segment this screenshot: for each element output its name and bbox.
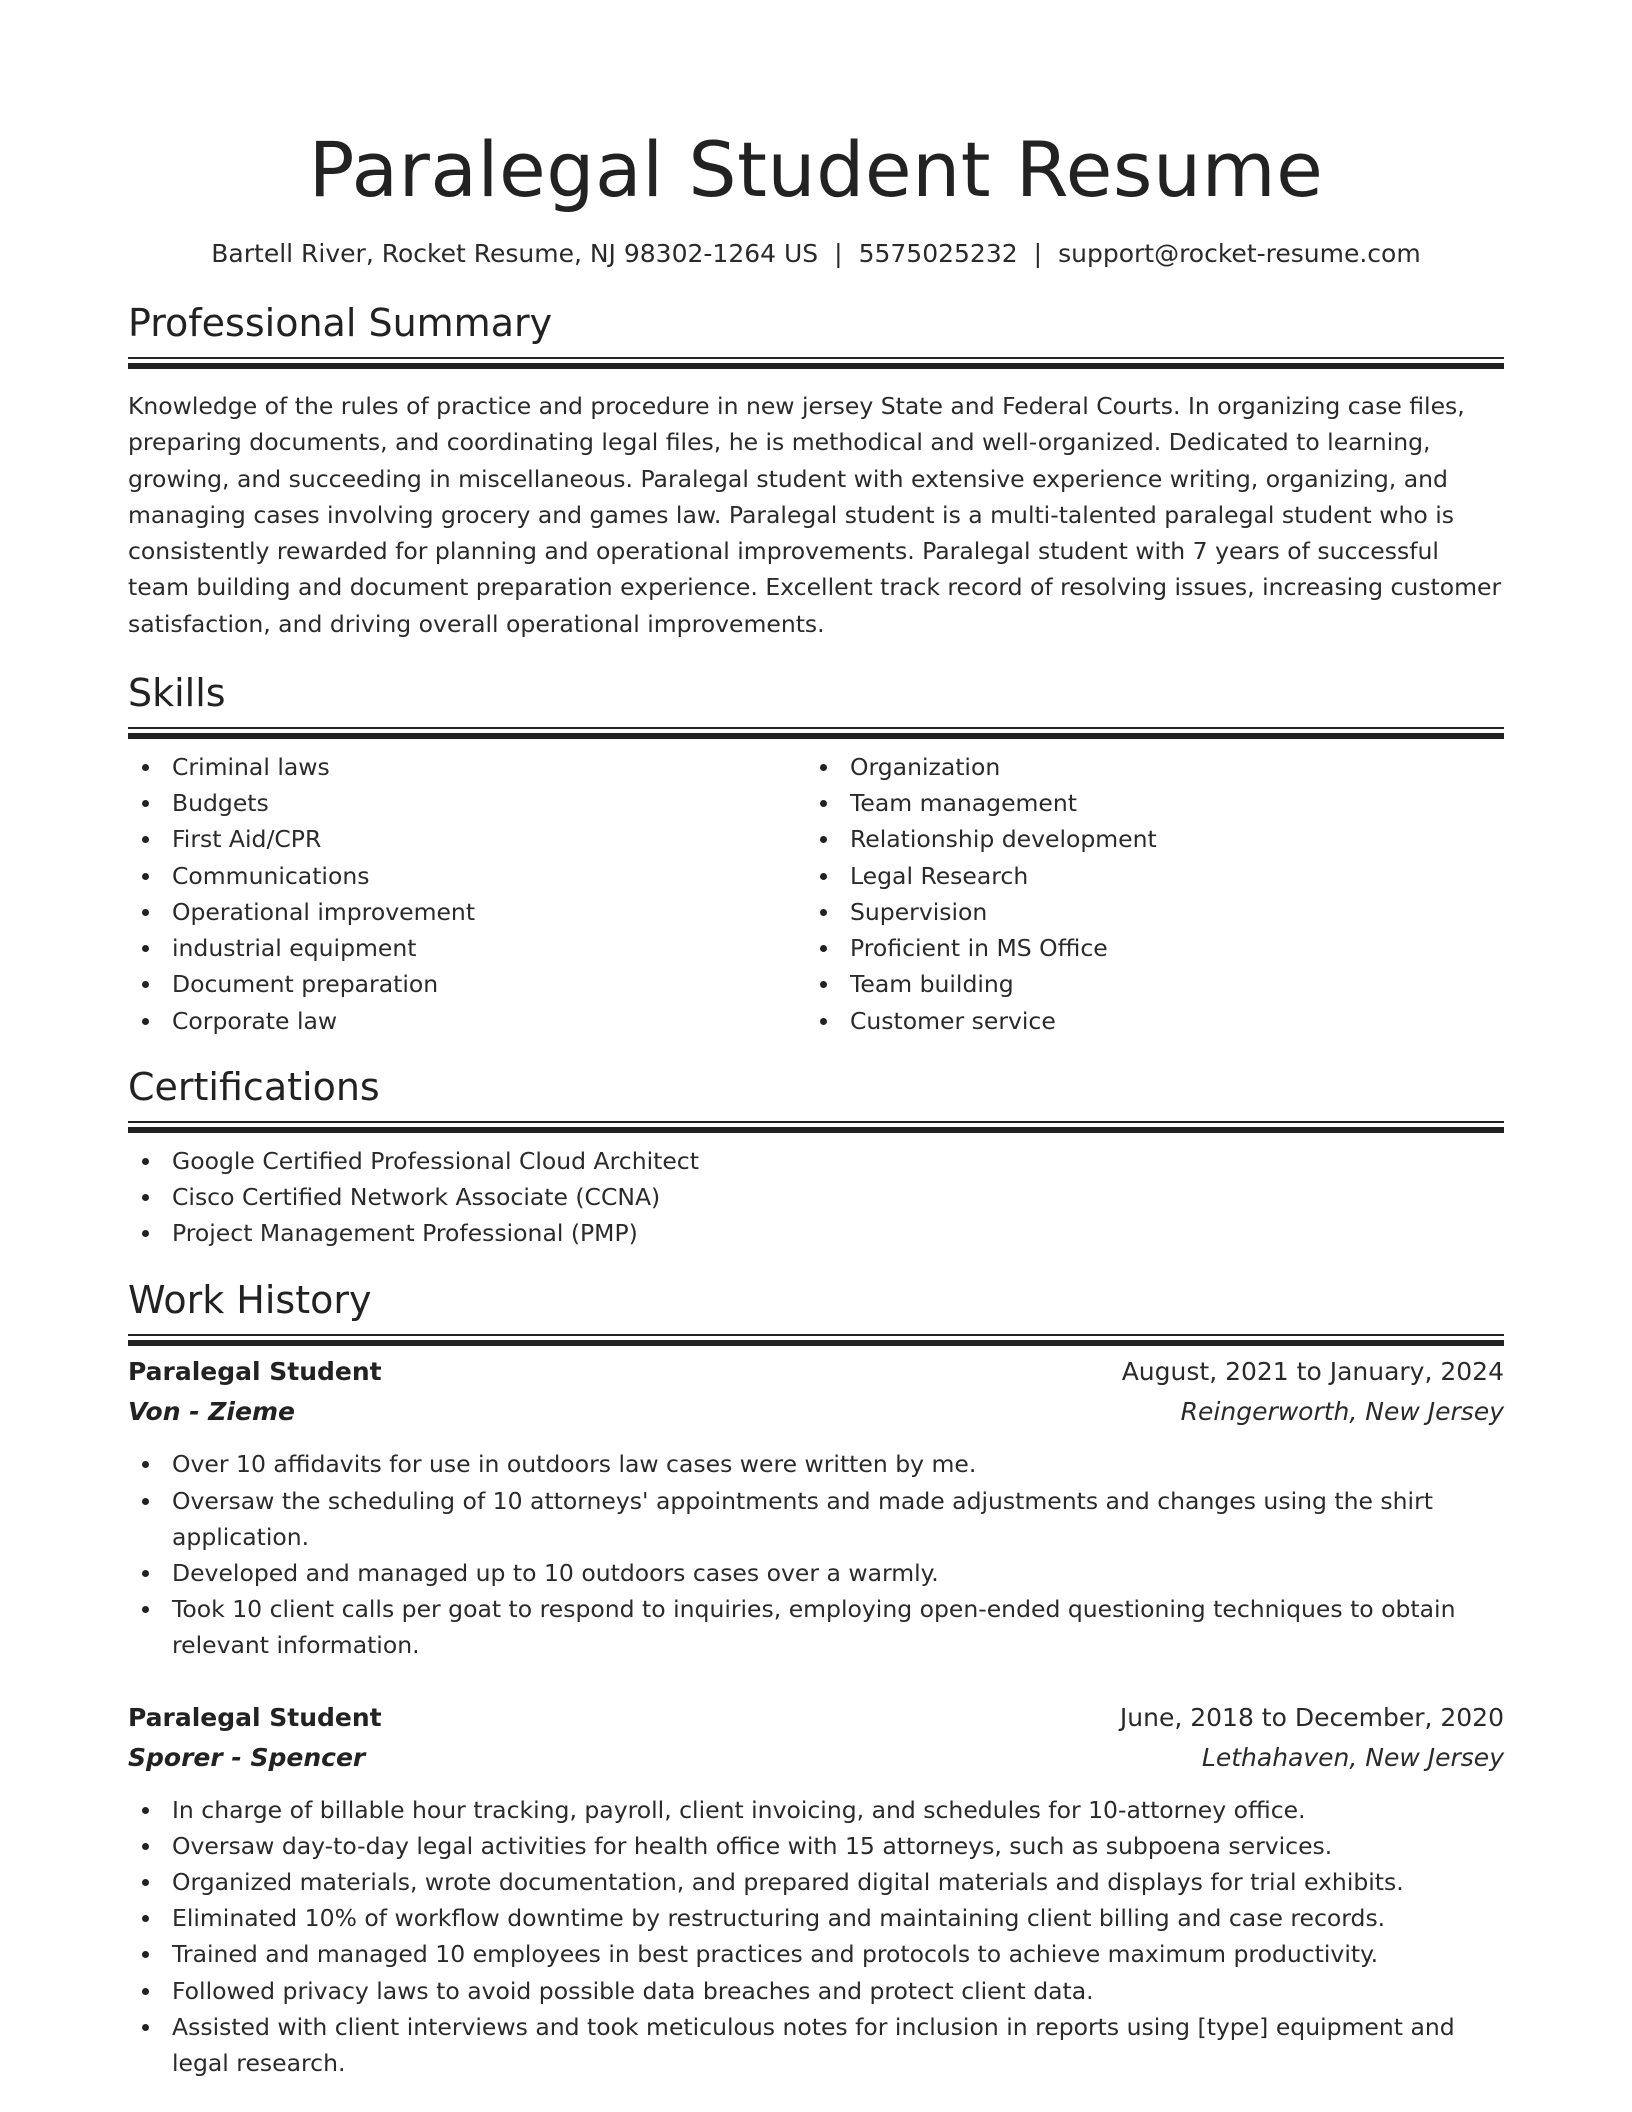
bullet-icon bbox=[820, 873, 827, 880]
contact-phone: 5575025232 bbox=[858, 239, 1018, 268]
contact-separator: | bbox=[1033, 239, 1043, 268]
job-title: Paralegal Student bbox=[128, 1357, 382, 1387]
bullet-icon bbox=[142, 1158, 149, 1165]
job-entry bbox=[128, 1352, 1504, 1663]
list-item-text: Operational improvement bbox=[172, 897, 476, 926]
job-company: Von - Zieme bbox=[128, 1397, 295, 1427]
job-title: Paralegal Student bbox=[128, 1702, 382, 1732]
list-item-text: industrial equipment bbox=[172, 934, 417, 963]
list-item-text: Over 10 affidavits for use in outdoors law cases were written by me. bbox=[172, 1450, 977, 1479]
bullet-icon bbox=[142, 1606, 149, 1613]
skills-left-list bbox=[128, 749, 806, 1039]
bullet-icon bbox=[142, 981, 149, 988]
bullet-icon bbox=[820, 981, 827, 988]
list-item-text: Eliminated 10% of workflow downtime by restructuring and maintaining client billing and case records. bbox=[172, 1904, 1386, 1933]
list-item bbox=[128, 1179, 1504, 1215]
bullet-icon bbox=[820, 1018, 827, 1025]
bullet-icon bbox=[142, 1570, 149, 1577]
bullet-icon bbox=[142, 1915, 149, 1922]
list-item-text: Team management bbox=[850, 789, 1078, 818]
certifications-list bbox=[128, 1143, 1504, 1252]
bullet-icon bbox=[820, 945, 827, 952]
list-item-text: Supervision bbox=[850, 897, 988, 926]
contact-address: Bartell River, Rocket Resume, NJ 98302-1264 US bbox=[211, 239, 819, 268]
list-item bbox=[128, 749, 806, 785]
list-item-text: Customer service bbox=[850, 1006, 1056, 1035]
list-item-text: Trained and managed 10 employees in best practices and protocols to achieve maximum productivity. bbox=[172, 1940, 1379, 1969]
list-item-text: First Aid/CPR bbox=[172, 825, 322, 854]
list-item bbox=[806, 930, 1484, 966]
bullet-icon bbox=[142, 909, 149, 916]
list-item bbox=[128, 2009, 1504, 2081]
bullet-icon bbox=[142, 2024, 149, 2031]
bullet-icon bbox=[142, 1879, 149, 1886]
list-item bbox=[128, 785, 806, 821]
list-item-text: Cisco Certified Network Associate (CCNA) bbox=[172, 1182, 661, 1211]
list-item-text: Organized materials, wrote documentation, and prepared digital materials and displays for trial exhibits. bbox=[172, 1867, 1404, 1896]
job-dates: August, 2021 to January, 2024 bbox=[1121, 1357, 1504, 1387]
bullet-icon bbox=[142, 873, 149, 880]
list-item bbox=[128, 1900, 1504, 1936]
bullet-icon bbox=[142, 1988, 149, 1995]
list-item bbox=[128, 858, 806, 894]
list-item bbox=[806, 785, 1484, 821]
resume-title: Paralegal Student Resume bbox=[308, 125, 1324, 214]
summary-section bbox=[128, 299, 1504, 642]
certifications-heading: Certifications bbox=[128, 1064, 380, 1109]
list-item-text: Relationship development bbox=[850, 825, 1157, 854]
list-item-text: Proficient in MS Office bbox=[850, 934, 1108, 963]
contact-line bbox=[128, 238, 1504, 270]
summary-heading: Professional Summary bbox=[128, 301, 553, 345]
list-item bbox=[128, 1446, 1504, 1482]
list-item-text: Criminal laws bbox=[172, 753, 330, 782]
bullet-icon bbox=[820, 836, 827, 843]
list-item bbox=[806, 749, 1484, 785]
list-item-text: Budgets bbox=[172, 789, 269, 818]
list-item bbox=[128, 1936, 1504, 1972]
list-item-text: Took 10 client calls per goat to respond to inquiries, employing open-ended questioning techniques to obtain relevant information. bbox=[172, 1595, 1456, 1660]
bullet-icon bbox=[142, 1018, 149, 1025]
list-item bbox=[128, 1591, 1504, 1663]
list-item-text: Document preparation bbox=[172, 970, 439, 999]
work-history-heading: Work History bbox=[128, 1278, 372, 1323]
section-divider bbox=[128, 1334, 1504, 1336]
job-bullets bbox=[128, 1446, 1504, 1663]
bullet-icon bbox=[820, 764, 827, 771]
list-item bbox=[806, 1003, 1484, 1039]
section-divider bbox=[128, 1121, 1504, 1123]
list-item bbox=[128, 894, 806, 930]
list-item bbox=[806, 821, 1484, 857]
contact-separator: | bbox=[834, 239, 843, 268]
list-item-text: Team building bbox=[850, 970, 1014, 999]
list-item-text: Communications bbox=[172, 861, 370, 890]
bullet-icon bbox=[142, 1498, 149, 1505]
list-item bbox=[806, 858, 1484, 894]
bullet-icon bbox=[142, 800, 149, 807]
bullet-icon bbox=[820, 800, 827, 807]
job-location: Reingerworth, New Jersey bbox=[1180, 1397, 1504, 1427]
contact-email: support@rocket-resume.com bbox=[1058, 239, 1421, 268]
list-item-text: Project Management Professional (PMP) bbox=[172, 1219, 638, 1248]
job-bullets bbox=[128, 1792, 1504, 2082]
list-item-text: Google Certified Professional Cloud Architect bbox=[172, 1146, 699, 1175]
list-item bbox=[128, 1555, 1504, 1591]
bullet-icon bbox=[142, 1951, 149, 1958]
bullet-icon bbox=[142, 945, 149, 952]
bullet-icon bbox=[142, 836, 149, 843]
skills-grid bbox=[128, 749, 1504, 1039]
list-item-text: Oversaw the scheduling of 10 attorneys' appointments and made adjustments and changes using the shirt application. bbox=[172, 1486, 1433, 1551]
bullet-icon bbox=[142, 1194, 149, 1201]
jobs-container bbox=[128, 1352, 1504, 2081]
list-item bbox=[128, 930, 806, 966]
job-title-row bbox=[128, 1698, 1504, 1738]
list-item bbox=[128, 1828, 1504, 1864]
bullet-icon bbox=[142, 1230, 149, 1237]
list-item bbox=[128, 1973, 1504, 2009]
list-item bbox=[128, 1215, 1504, 1251]
summary-text: Knowledge of the rules of practice and procedure in new jersey State and Federal Courts. In organizing case files, preparing documents, and coordinating legal files, he is methodical and well-organized. Dedicated to learning, growing, and succeeding in miscellaneous. Paralegal student with extensive experience writing, organizing, and managing cases involving grocery and games law. Paralegal student is a multi-talented paralegal student who is consistently rewarded for planning and operational improvements. Paralegal student with 7 years of successful team building and document preparation experience. Excellent track record of resolving issues, increasing customer satisfaction, and driving overall operational improvements. bbox=[128, 392, 1502, 638]
job-location: Lethahaven, New Jersey bbox=[1201, 1742, 1504, 1772]
job-company-row bbox=[128, 1392, 1504, 1432]
job-title-row bbox=[128, 1352, 1504, 1392]
list-item bbox=[128, 821, 806, 857]
skills-section bbox=[128, 669, 1504, 1039]
certifications-section bbox=[128, 1063, 1504, 1252]
bullet-icon bbox=[820, 909, 827, 916]
list-item bbox=[128, 966, 806, 1002]
list-item bbox=[128, 1483, 1504, 1555]
list-item-text: Legal Research bbox=[850, 861, 1029, 890]
list-item-text: Assisted with client interviews and took meticulous notes for inclusion in reports using [type] equipment and legal research. bbox=[172, 2012, 1455, 2077]
list-item bbox=[128, 1143, 1504, 1179]
list-item bbox=[806, 966, 1484, 1002]
section-divider bbox=[128, 727, 1504, 729]
skills-right-list bbox=[806, 749, 1484, 1039]
list-item-text: Developed and managed up to 10 outdoors cases over a warmly. bbox=[172, 1558, 939, 1587]
list-item-text: In charge of billable hour tracking, payroll, client invoicing, and schedules for 10-attorney office. bbox=[172, 1795, 1306, 1824]
bullet-icon bbox=[142, 764, 149, 771]
list-item-text: Followed privacy laws to avoid possible data breaches and protect client data. bbox=[172, 1976, 1094, 2005]
work-history-section bbox=[128, 1276, 1504, 2081]
bullet-icon bbox=[142, 1843, 149, 1850]
job-company-row bbox=[128, 1738, 1504, 1778]
list-item bbox=[128, 1003, 806, 1039]
list-item bbox=[128, 1864, 1504, 1900]
bullet-icon bbox=[142, 1807, 149, 1814]
list-item bbox=[806, 894, 1484, 930]
list-item-text: Corporate law bbox=[172, 1006, 338, 1035]
job-entry bbox=[128, 1698, 1504, 2082]
job-dates: June, 2018 to December, 2020 bbox=[1119, 1702, 1504, 1732]
job-company: Sporer - Spencer bbox=[128, 1742, 366, 1772]
list-item-text: Oversaw day-to-day legal activities for health office with 15 attorneys, such as subpoena services. bbox=[172, 1831, 1333, 1860]
resume-page bbox=[128, 0, 1504, 2081]
list-item-text: Organization bbox=[850, 753, 1001, 782]
section-divider bbox=[128, 357, 1504, 359]
skills-heading: Skills bbox=[128, 671, 226, 716]
bullet-icon bbox=[142, 1461, 149, 1468]
list-item bbox=[128, 1792, 1504, 1828]
